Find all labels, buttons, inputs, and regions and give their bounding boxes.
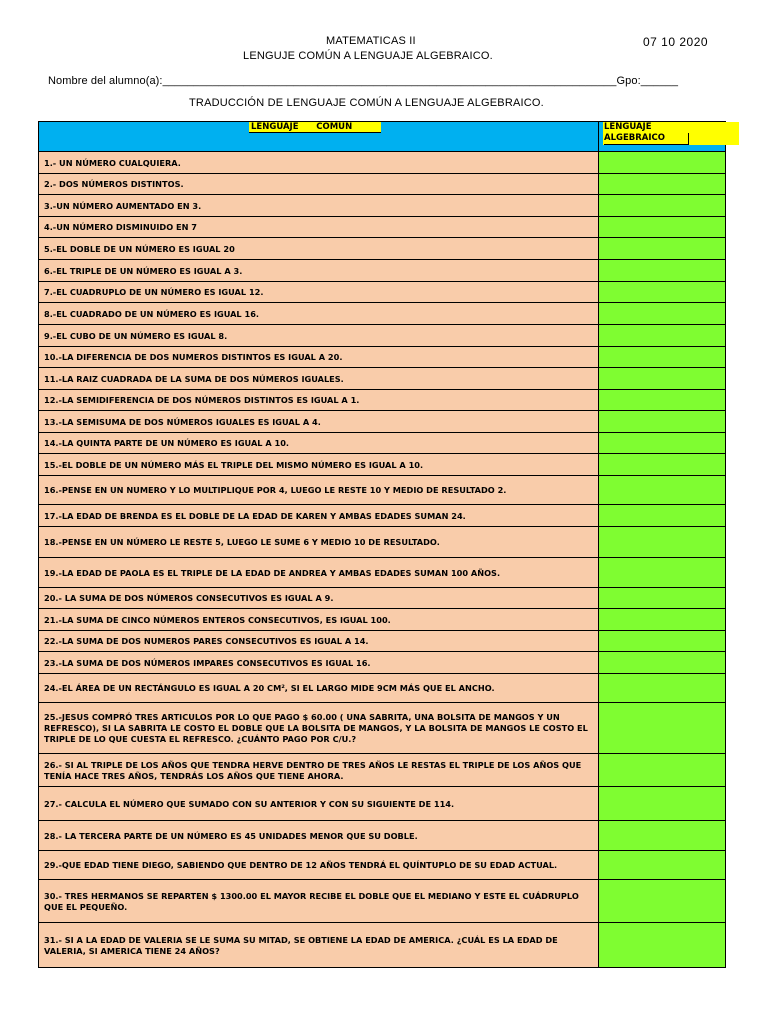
algebraic-answer-cell[interactable] [599, 433, 725, 453]
algebraic-answer-cell[interactable] [599, 674, 725, 702]
algebraic-header-line2: ALGEBRAICO [604, 133, 689, 145]
common-language-cell [39, 217, 599, 237]
table-row [39, 850, 725, 879]
table-row [39, 922, 725, 967]
table-row [39, 753, 725, 786]
statement-text: 1.- UN NÚMERO CUALQUIERA. [44, 157, 181, 168]
algebraic-answer-cell[interactable] [599, 476, 725, 504]
common-language-cell [39, 880, 599, 922]
statement-text: 20.- LA SUMA DE DOS NÚMEROS CONSECUTIVOS ES IGUAL A 9. [44, 593, 334, 603]
table-row [39, 281, 725, 302]
date-label: 07 10 2020 [643, 35, 709, 49]
statement-text: 18.-PENSE EN UN NÚMERO LE RESTE 5, LUEGO LE SUME 6 Y MEDIO 10 DE RESULTADO. [44, 537, 440, 547]
statement-text: 29.-QUE EDAD TIENE DIEGO, SABIENDO QUE DENTRO DE 12 AÑOS TENDRÁ EL QUÍNTUPLO DE SU EDAD ACTUAL. [44, 860, 558, 870]
common-language-cell [39, 754, 599, 786]
statement-text: 2.- DOS NÚMEROS DISTINTOS. [44, 179, 184, 189]
statement-text: 28.- LA TERCERA PARTE DE UN NÚMERO ES 45 UNIDADES MENOR QUE SU DOBLE. [44, 830, 418, 841]
algebraic-answer-cell[interactable] [599, 851, 725, 879]
algebraic-answer-cell[interactable] [599, 390, 725, 410]
table-row [39, 879, 725, 922]
table-row [39, 302, 725, 324]
statement-text: 10.-LA DIFERENCIA DE DOS NUMEROS DISTINTOS ES IGUAL A 20. [44, 352, 343, 362]
table-row [39, 786, 725, 820]
common-language-cell [39, 152, 599, 173]
statement-text: 24.-EL ÁREA DE UN RECTÁNGULO ES IGUAL A 20 CM², SI EL LARGO MIDE 9CM MÁS QUE EL ANCHO. [44, 683, 495, 693]
algebraic-answer-cell[interactable] [599, 558, 725, 587]
common-language-cell [39, 923, 599, 967]
algebraic-answer-cell[interactable] [599, 609, 725, 630]
statement-text: 7.-EL CUADRUPLO DE UN NÚMERO ES IGUAL 12. [44, 287, 264, 297]
algebraic-answer-cell[interactable] [599, 703, 725, 753]
table-row [39, 557, 725, 587]
statement-text: 11.-LA RAIZ CUADRADA DE LA SUMA DE DOS NÚMEROS IGUALES. [44, 373, 344, 384]
common-language-cell [39, 282, 599, 302]
algebraic-header-line1: LENGUAJE [604, 122, 652, 132]
common-language-cell [39, 260, 599, 281]
common-language-cell [39, 195, 599, 216]
common-language-cell [39, 505, 599, 526]
statement-text: 22.-LA SUMA DE DOS NUMEROS PARES CONSECUTIVOS ES IGUAL A 14. [44, 636, 369, 646]
common-language-cell [39, 703, 599, 753]
algebraic-answer-cell[interactable] [599, 174, 725, 194]
common-language-cell [39, 787, 599, 820]
topic-title: LENGUJE COMÚN A LENGUAJE ALGEBRAICO. [243, 50, 493, 62]
common-language-cell [39, 303, 599, 324]
algebraic-answer-cell[interactable] [599, 303, 725, 324]
table-row [39, 702, 725, 753]
statement-text: 4.-UN NÚMERO DISMINUIDO EN 7 [44, 222, 197, 232]
table-row [39, 324, 725, 346]
common-language-cell [39, 558, 599, 587]
table-row [39, 259, 725, 281]
statement-text: 15.-EL DOBLE DE UN NÚMERO MÁS EL TRIPLE DEL MISMO NÚMERO ES IGUAL A 10. [44, 459, 424, 470]
table-row [39, 673, 725, 702]
table-row [39, 475, 725, 504]
section-title: TRADUCCIÓN DE LENGUAJE COMÚN A LENGUAJE ALGEBRAICO. [189, 97, 544, 109]
common-language-cell [39, 609, 599, 630]
algebraic-answer-cell[interactable] [599, 325, 725, 346]
algebraic-answer-cell[interactable] [599, 238, 725, 259]
algebraic-language-header-label [603, 122, 739, 145]
table-row [39, 526, 725, 557]
table-row [39, 651, 725, 673]
algebraic-answer-cell[interactable] [599, 152, 725, 173]
table-row [39, 630, 725, 651]
statement-text: 26.- SI AL TRIPLE DE LOS AÑOS QUE TENDRA HERVE DENTRO DE TRES AÑOS LE RESTAS EL TRIPLE DE LOS AÑOS QUE TENÍA HACE TRES AÑOS, TENDRÁS LOS AÑOS QUE TIENE AHORA. [44, 759, 582, 781]
algebraic-answer-cell[interactable] [599, 260, 725, 281]
algebraic-answer-cell[interactable] [599, 217, 725, 237]
table-row [39, 367, 725, 389]
common-language-cell [39, 851, 599, 879]
statement-text: 23.-LA SUMA DE DOS NÚMEROS IMPARES CONSECUTIVOS ES IGUAL 16. [44, 657, 371, 668]
statement-text: 12.-LA SEMIDIFERENCIA DE DOS NÚMEROS DISTINTOS ES IGUAL A 1. [44, 395, 360, 405]
common-language-cell [39, 174, 599, 194]
algebraic-answer-cell[interactable] [599, 368, 725, 389]
algebraic-answer-cell[interactable] [599, 195, 725, 216]
algebraic-answer-cell[interactable] [599, 754, 725, 786]
algebraic-answer-cell[interactable] [599, 787, 725, 820]
student-name-line: Nombre del alumno(a):_________________________________________________________________________Gpo:______ [48, 75, 679, 87]
table-row [39, 194, 725, 216]
table-row [39, 820, 725, 850]
common-language-cell [39, 476, 599, 504]
table-row [39, 151, 725, 173]
translation-table [38, 121, 726, 968]
common-language-cell [39, 454, 599, 475]
algebraic-answer-cell[interactable] [599, 923, 725, 967]
common-language-header-label: LENGUAJE COMUN [249, 122, 381, 133]
statement-text: 6.-EL TRIPLE DE UN NÚMERO ES IGUAL A 3. [44, 265, 243, 276]
algebraic-answer-cell[interactable] [599, 821, 725, 850]
common-language-cell [39, 390, 599, 410]
common-language-cell [39, 821, 599, 850]
table-row [39, 410, 725, 432]
table-row [39, 432, 725, 453]
table-row [39, 346, 725, 367]
common-language-header [39, 122, 599, 151]
common-language-cell [39, 652, 599, 673]
algebraic-answer-cell[interactable] [599, 411, 725, 432]
common-language-cell [39, 238, 599, 259]
statement-text: 21.-LA SUMA DE CINCO NÚMEROS ENTEROS CONSECUTIVOS, ES IGUAL 100. [44, 614, 391, 625]
common-language-cell [39, 674, 599, 702]
common-language-cell [39, 411, 599, 432]
statement-text: 30.- TRES HERMANOS SE REPARTEN $ 1300.00 EL MAYOR RECIBE EL DOBLE QUE EL MEDIANO Y ESTE EL CUÁDRUPLO QUE EL PEQUEÑO. [44, 890, 579, 912]
table-row [39, 173, 725, 194]
statement-text: 8.-EL CUADRADO DE UN NÚMERO ES IGUAL 16. [44, 308, 260, 319]
subject-title: MATEMATICAS II [326, 35, 416, 47]
algebraic-answer-cell[interactable] [599, 588, 725, 608]
statement-text: 5.-EL DOBLE DE UN NÚMERO ES IGUAL 20 [44, 243, 235, 254]
common-language-cell [39, 631, 599, 651]
common-language-cell [39, 588, 599, 608]
table-header-row [39, 122, 725, 151]
statement-text: 31.- SI A LA EDAD DE VALERIA SE LE SUMA SU MITAD, SE OBTIENE LA EDAD DE AMERICA. ¿CUÁL ES LA EDAD DE VALERIA, SI AMERICA TIENE 24 AÑOS? [44, 934, 558, 956]
table-row [39, 587, 725, 608]
algebraic-answer-cell[interactable] [599, 631, 725, 651]
algebraic-answer-cell[interactable] [599, 880, 725, 922]
algebraic-answer-cell[interactable] [599, 282, 725, 302]
statement-text: 25.-JESUS COMPRÓ TRES ARTICULOS POR LO QUE PAGO $ 60.00 ( UNA SABRITA, UNA BOLSITA DE MANGOS Y UN REFRESCO), SI LA SABRITA LE COSTO EL DOBLE QUE LA BOLSITA DE MANGOS, Y LA BOLSITA DE MANGOS LE COSTO EL TRIPLE DE LO QUE CUESTA EL REFRESCO. ¿CUÁNTO PAGO POR C/U.? [44, 712, 588, 744]
common-language-cell [39, 325, 599, 346]
statement-text: 9.-EL CUBO DE UN NÚMERO ES IGUAL 8. [44, 330, 228, 341]
common-language-cell [39, 527, 599, 557]
table-row [39, 216, 725, 237]
algebraic-answer-cell[interactable] [599, 347, 725, 367]
common-language-cell [39, 347, 599, 367]
statement-text: 17.-LA EDAD DE BRENDA ES EL DOBLE DE LA EDAD DE KAREN Y AMBAS EDADES SUMAN 24. [44, 510, 466, 521]
statement-text: 14.-LA QUINTA PARTE DE UN NÚMERO ES IGUAL A 10. [44, 438, 290, 448]
algebraic-answer-cell[interactable] [599, 505, 725, 526]
statement-text: 3.-UN NÚMERO AUMENTADO EN 3. [44, 200, 202, 211]
statement-text: 16.-PENSE EN UN NUMERO Y LO MULTIPLIQUE POR 4, LUEGO LE RESTE 10 Y MEDIO DE RESULTADO 2. [44, 485, 507, 495]
table-row [39, 453, 725, 475]
algebraic-answer-cell[interactable] [599, 454, 725, 475]
statement-text: 19.-LA EDAD DE PAOLA ES EL TRIPLE DE LA EDAD DE ANDREA Y AMBAS EDADES SUMAN 100 AÑOS. [44, 567, 501, 578]
table-row [39, 237, 725, 259]
table-row [39, 389, 725, 410]
algebraic-language-header [599, 122, 725, 151]
common-language-cell [39, 368, 599, 389]
algebraic-answer-cell[interactable] [599, 527, 725, 557]
table-row [39, 608, 725, 630]
common-language-cell [39, 433, 599, 453]
statement-text: 13.-LA SEMISUMA DE DOS NÚMEROS IGUALES ES IGUAL A 4. [44, 416, 321, 427]
table-row [39, 504, 725, 526]
statement-text: 27.- CALCULA EL NÚMERO QUE SUMADO CON SU ANTERIOR Y CON SU SIGUIENTE DE 114. [44, 798, 455, 809]
algebraic-answer-cell[interactable] [599, 652, 725, 673]
